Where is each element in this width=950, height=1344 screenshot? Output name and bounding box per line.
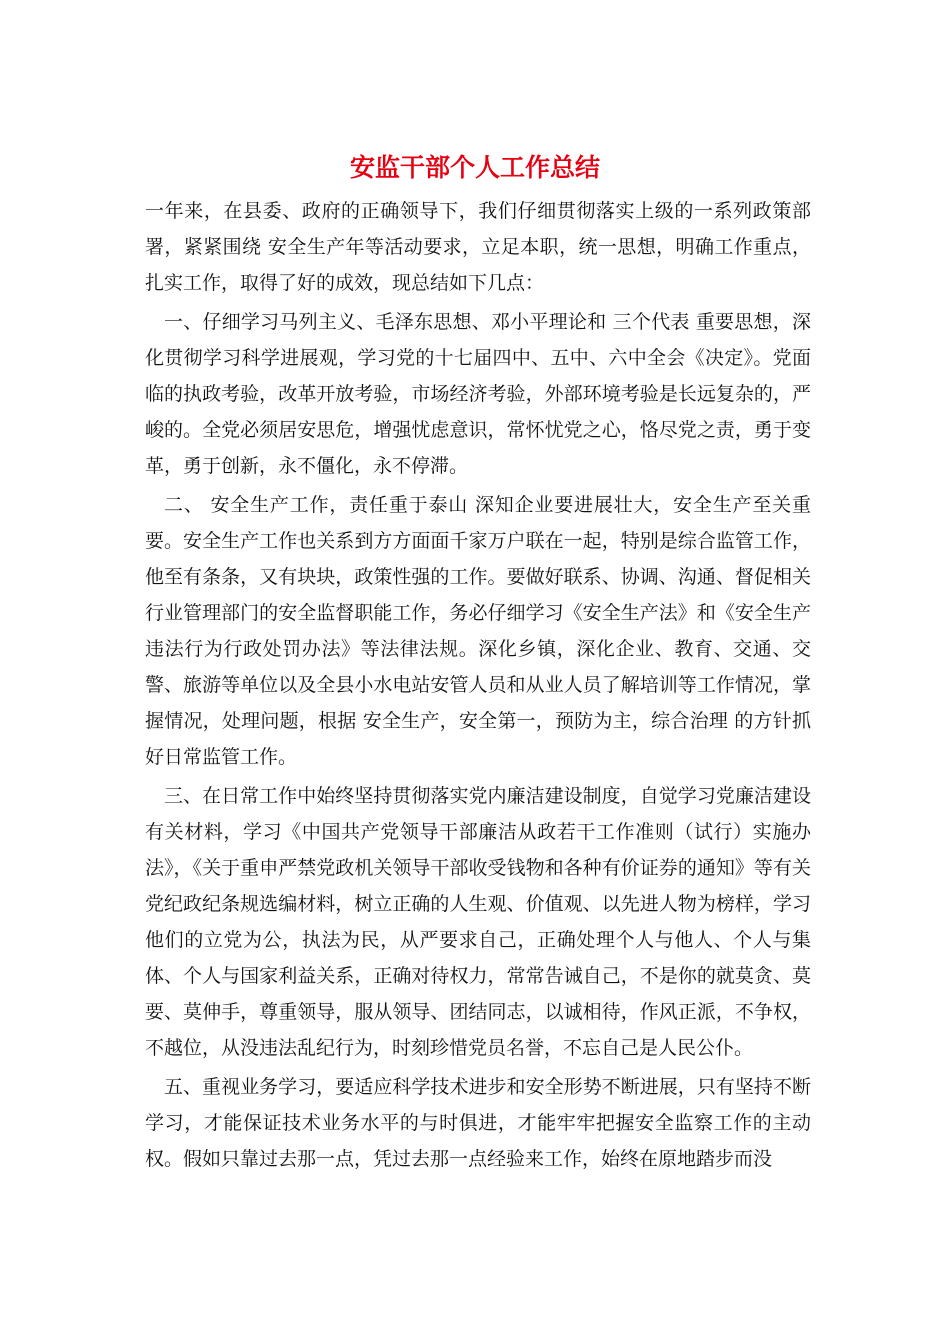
intro-paragraph: 一年来，在县委、政府的正确领导下，我们仔细贯彻落实上级的一系列政策部署，紧紧围绕 安全生产年等活动要求，立足本职，统一思想，明确工作重点，扎实工作，取得了好的成效，现总结如下几点： bbox=[145, 200, 811, 294]
document-title: 安监干部个人工作总结 bbox=[349, 153, 600, 182]
section-3-paragraph: 三、在日常工作中始终坚持贯彻落实党内廉洁建设制度，自觉学习党廉洁建设有关材料，学习《中国共产党领导干部廉洁从政若干工作准则（试行）实施办法》，《关于重申严禁党政机关领导干部收受钱物和各种有价证券的通知》等有关党纪政纪条规选编材料，树立正确的人生观、价值观、以先进人物为榜样，学习他们的立党为公，执法为民，从严要求自己，正确处理个人与他人、个人与集体、个人与国家利益关系，正确对待权力，常常告诫自己，不是你的就莫贪、莫要、莫伸手，尊重领导，服从领导、团结同志，以诚相待，作风正派，不争权，不越位，从没违法乱纪行为，时刻珍惜党员名誉，不忘自己是人民公仆。 bbox=[145, 785, 811, 1059]
section-1-paragraph: 一、仔细学习马列主义、毛泽东思想、邓小平理论和 三个代表 重要思想，深化贯彻学习科学进展观，学习党的十七届四中、五中、六中全会《决定》。党面临的执政考验，改革开放考验，市场经济考验，外部环境考验是长远复杂的，严峻的。全党必须居安思危，增强忧虑意识，常怀忧党之心，恪尽党之责，勇于变革，勇于创新，永不僵化，永不停滞。 bbox=[145, 311, 811, 477]
document-body bbox=[145, 193, 811, 1180]
section-2-paragraph: 二、 安全生产工作，责任重于泰山 深知企业要进展壮大，安全生产至关重要。安全生产工作也关系到方方面面千家万户联在一起，特别是综合监管工作，他至有条条，又有块块，政策性强的工作。要做好联系、协调、沟通、督促相关行业管理部门的安全监督职能工作，务必仔细学习《安全生产法》和《安全生产违法行为行政处罚办法》等法律法规。深化乡镇，深化企业、教育、交通、交警、旅游等单位以及全县小水电站安管人员和从业人员了解培训等工作情况，掌握情况，处理问题，根据 安全生产，安全第一，预防为主，综合治理 的方针抓好日常监管工作。 bbox=[145, 494, 811, 768]
section-5-paragraph: 五、重视业务学习，要适应科学技术进步和安全形势不断进展，只有坚持不断学习，才能保证技术业务水平的与时俱进，才能牢牢把握安全监察工作的主动权。假如只靠过去那一点，凭过去那一点经验来工作，始终在原地踏步而没 bbox=[145, 1076, 811, 1170]
